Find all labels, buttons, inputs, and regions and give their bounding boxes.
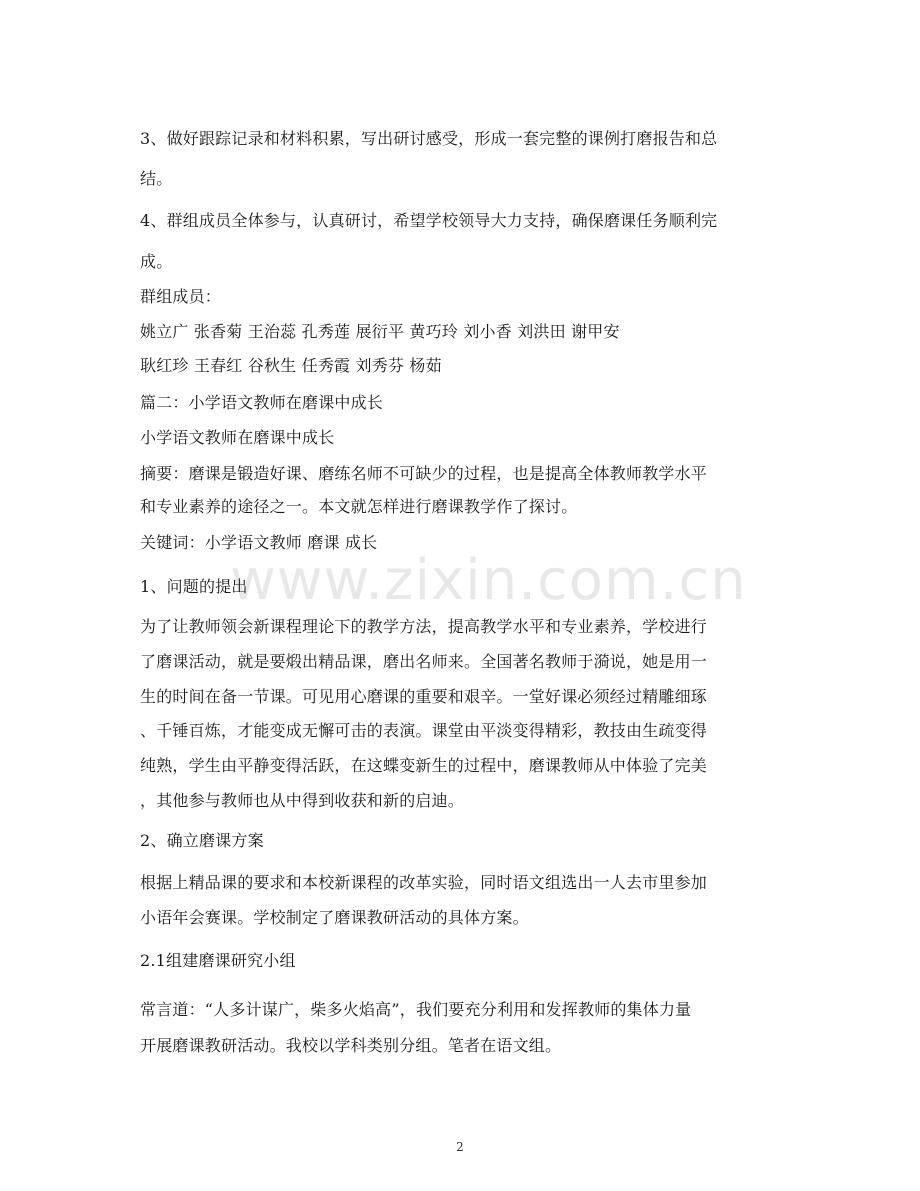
- text-line: 开展磨课教研活动。我校以学科类别分组。笔者在语文组。: [140, 1036, 562, 1055]
- text-line: 成。: [140, 252, 173, 271]
- abstract-line: 摘要：磨课是锻造好课、磨练名师不可缺少的过程，也是提高全体教师教学水平: [140, 464, 708, 483]
- heading: 2.1组建磨课研究小组: [140, 951, 296, 970]
- text-line: 纯熟，学生由平静变得活跃，在这蝶变新生的过程中，磨课教师从中体验了完美: [140, 756, 708, 775]
- watermark: www.zixin.com.cn: [230, 548, 747, 613]
- member-list: 姚立广 张香菊 王治蕊 孔秀莲 展衍平 黄巧玲 刘小香 刘洪田 谢甲安: [140, 322, 620, 341]
- abstract-line: 和专业素养的途径之一。本文就怎样进行磨课教学作了探讨。: [140, 497, 578, 516]
- keywords-line: 关键词：小学语文教师 磨课 成长: [140, 533, 378, 552]
- text-line: 3、做好跟踪记录和材料积累，写出研讨感受，形成一套完整的课例打磨报告和总: [140, 129, 718, 148]
- text-line: 根据上精品课的要求和本校新课程的改革实验，同时语文组选出一人去市里参加: [140, 873, 708, 892]
- heading: 1、问题的提出: [140, 577, 248, 596]
- text-line: 小语年会赛课。学校制定了磨课教研活动的具体方案。: [140, 908, 529, 927]
- page-number: 2: [456, 1140, 464, 1154]
- member-list: 耿红珍 王春红 谷秋生 任秀霞 刘秀芬 杨茹: [140, 356, 442, 375]
- text-line: 为了让教师领会新课程理论下的教学方法，提高教学水平和专业素养，学校进行: [140, 617, 708, 636]
- text-line: 4、群组成员全体参与，认真研讨，希望学校领导大力支持，确保磨课任务顺利完: [140, 211, 718, 230]
- text-line: 群组成员：: [140, 287, 222, 306]
- text-line: 、千锤百炼，才能变成无懈可击的表演。课堂由平淡变得精彩，教技由生疏变得: [140, 721, 708, 740]
- article-title: 小学语文教师在磨课中成长: [140, 428, 335, 447]
- text-line: ，其他参与教师也从中得到收获和新的启迪。: [140, 791, 465, 810]
- text-line: 了磨课活动，就是要煅出精品课，磨出名师来。全国著名教师于漪说，她是用一: [140, 652, 708, 671]
- section-title: 篇二：小学语文教师在磨课中成长: [140, 393, 384, 412]
- text-line: 常言道：“人多计谋广，柴多火焰高”，我们要充分利用和发挥教师的集体力量: [140, 1000, 692, 1019]
- text-line: 生的时间在备一节课。可见用心磨课的重要和艰辛。一堂好课必须经过精雕细琢: [140, 687, 708, 706]
- text-line: 结。: [140, 169, 173, 188]
- heading: 2、确立磨课方案: [140, 831, 264, 850]
